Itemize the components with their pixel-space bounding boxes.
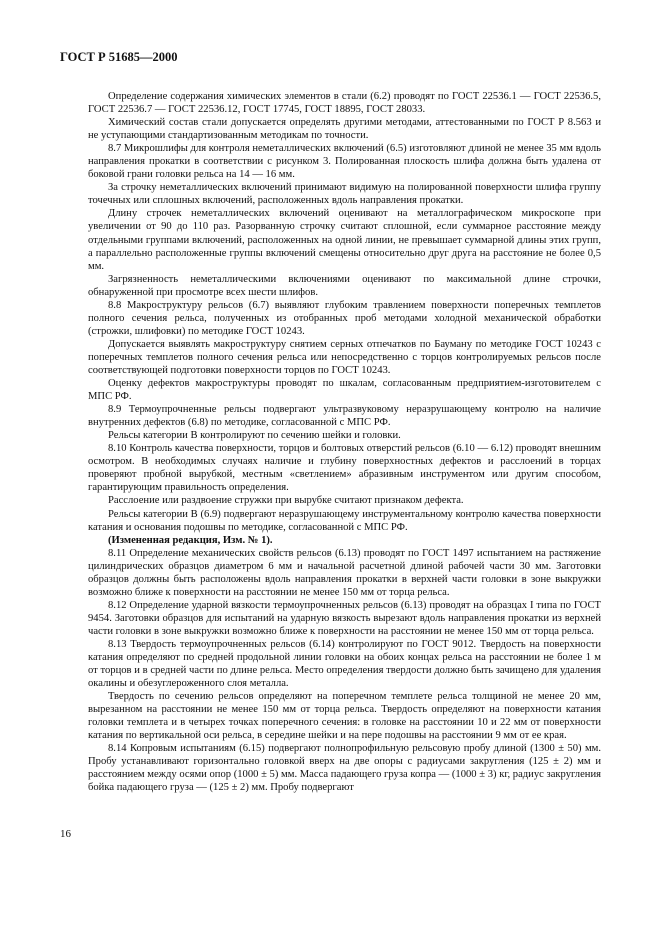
- paragraph: Длину строчек неметаллических включений оценивают на металлографическом микроскопе при увеличении от 90 до 110 раз. Разорванную строчку считают сплошной, если суммарное расстояние между отдельными группами включений, расположенных на одной линии, не превышает суммарной длины этих групп, а параллельно расположенные группы включений смещены относительно друг друга на расстояние не более 0,5 мм.: [88, 208, 601, 272]
- paragraph: Оценку дефектов макроструктуры проводят по шкалам, согласованным предприятием-изготовителем с МПС РФ.: [88, 378, 601, 403]
- paragraph: 8.14 Копровым испытаниям (6.15) подвергают полнопрофильную рельсовую пробу длиной (1300 ± 50) мм. Пробу устанавливают горизонтально головкой вверх на две опоры с радиусами закругления (125 ± 2) мм и расстоянием между осями опор (1000 ± 5) мм. Масса падающего груза копра — (1000 ± 3) кг, радиус закругления бойка падающего груза — (125 ± 2) мм. Пробу подвергают: [88, 743, 601, 794]
- paragraph: Загрязненность неметаллическими включениями оценивают по максимальной длине строчки, обнаруженной при просмотре всех шести шлифов.: [88, 273, 601, 298]
- paragraph: Допускается выявлять макроструктуру снятием серных отпечатков по Бауману по методике ГОСТ 10243 с поперечных темплетов полного сечения рельса или непосредственно с торцов контролируемых рельсов после соответствующей подготовки поверхности торцов по ГОСТ 10243.: [88, 338, 601, 376]
- paragraph: 8.12 Определение ударной вязкости термоупрочненных рельсов (6.13) проводят на образцах I типа по ГОСТ 9454. Заготовки образцов для испытаний на ударную вязкость вырезают вдоль направления прокатки из верхней части головки в зоне выкружки возможно ближе к поверхности на расстоянии не менее 150 мм от торца рельса.: [88, 599, 601, 637]
- paragraph: Рельсы категории В контролируют по сечению шейки и головки.: [108, 430, 401, 442]
- amendment-note: (Измененная редакция, Изм. № 1).: [108, 534, 273, 546]
- paragraph: 8.8 Макроструктуру рельсов (6.7) выявляют глубоким травлением поверхности поперечных темплетов полного сечения рельса, полученных из отобранных проб методами холодной механической обработки (строжки, шлифовки) по методике ГОСТ 10243.: [88, 299, 601, 337]
- paragraph: Химический состав стали допускается определять другими методами, аттестованными по ГОСТ Р 8.563 и не уступающими стандартизованным методикам по точности.: [88, 117, 601, 142]
- page-number: 16: [60, 828, 71, 840]
- paragraph: 8.13 Твердость термоупрочненных рельсов (6.14) контролируют по ГОСТ 9012. Твердость на поверхности катания определяют по средней продольной линии головки на обоих концах рельса на расстоянии не более 1 м от торцов и в средней части по длине рельса. Место определения твердости должно быть зачищено для удаления окалины и обезуглероженного слоя металла.: [88, 638, 601, 690]
- paragraph: Рельсы категории В (6.9) подвергают неразрушающему инструментальному контролю качества поверхности катания и основания подошвы по методике, согласованной с МПС РФ.: [88, 508, 601, 533]
- document-body: [88, 90, 601, 795]
- page-header: ГОСТ Р 51685—2000: [60, 50, 178, 64]
- paragraph: 8.11 Определение механических свойств рельсов (6.13) проводят по ГОСТ 1497 испытанием на растяжение цилиндрических образцов диаметром 6 мм и начальной расчетной длиной рабочей части 30 мм. Заготовки образцов должны быть расположены вдоль направления прокатки в верхней части головки в зоне выкружки возможно ближе к поверхности на расстоянии не менее 150 мм от торца рельса.: [88, 547, 601, 598]
- paragraph: 8.7 Микрошлифы для контроля неметаллических включений (6.5) изготовляют длиной не менее 35 мм вдоль направления прокатки в соответствии с рисунком 3. Полированная плоскость шлифа должна быть удалена от боковой грани головки рельса на 14 — 16 мм.: [88, 143, 601, 181]
- paragraph: Твердость по сечению рельсов определяют на поперечном темплете рельса толщиной не менее 20 мм, вырезанном на расстоянии не менее 150 мм от торца рельса. Твердость определяют на поверхности катания головки темплета и в четырех точках поперечного сечения: в головке на расстоянии 10 и 22 мм от поверхности катания по вертикальной оси рельса, в середине шейки и на пере подошвы на расстоянии 9 мм от ее края.: [88, 691, 601, 742]
- paragraph: Определение содержания химических элементов в стали (6.2) проводят по ГОСТ 22536.1 — ГОСТ 22536.5, ГОСТ 22536.7 — ГОСТ 22536.12, ГОСТ 17745, ГОСТ 18895, ГОСТ 28033.: [88, 91, 601, 116]
- paragraph: За строчку неметаллических включений принимают видимую на полированной поверхности шлифа группу точечных или сплошных включений, расположенных вдоль направления прокатки.: [88, 182, 601, 207]
- paragraph: Расслоение или раздвоение стружки при вырубке считают признаком дефекта.: [108, 495, 464, 507]
- paragraph: 8.9 Термоупрочненные рельсы подвергают ультразвуковому неразрушающему контролю на наличие внутренних дефектов (6.8) по методике, согласованной с МПС РФ.: [88, 404, 601, 429]
- paragraph: 8.10 Контроль качества поверхности, торцов и болтовых отверстий рельсов (6.10 — 6.12) проводят внешним осмотром. В необходимых случаях наличие и глубину поверхностных дефектов и расслоений в торцах проверяют пробной вырубкой, местным «светлением» абразивным инструментом или другим способом, гарантирующим правильность определения.: [88, 443, 601, 494]
